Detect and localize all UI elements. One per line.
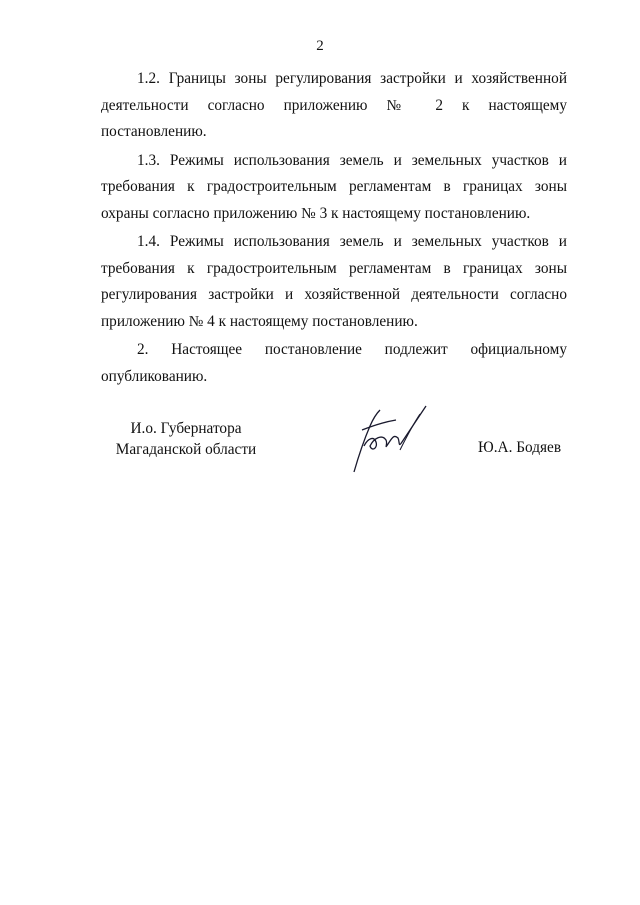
signer-position-line-2: Магаданской области — [115, 441, 257, 458]
paragraph-text: Границы зоны регулирования застройки и хозяйственной деятельности согласно приложению № 2 к настоящему постановлению. — [101, 70, 568, 140]
paragraph-number: 1.2. — [137, 70, 160, 87]
handwritten-signature — [340, 400, 440, 480]
signer-name: Ю.А. Бодяев — [478, 439, 562, 456]
paragraph-1-3 — [101, 148, 567, 228]
paragraph-1-4 — [101, 229, 567, 335]
document-body — [101, 66, 567, 392]
paragraph-number: 1.3. — [137, 151, 160, 169]
paragraph-number: 1.4. — [137, 233, 160, 250]
paragraph-number: 2. — [137, 341, 149, 358]
paragraph-text: Режимы использования земель и земельных участков и требования к градостроительным регламентам в границах зоны охраны согласно приложению № 3 к настоящему постановлению. — [101, 151, 567, 222]
paragraph-1-2 — [101, 66, 567, 146]
signer-position — [101, 418, 271, 460]
paragraph-text: Режимы использования земель и земельных участков и требования к градостроительным регламентам в границах зоны регулирования застройки и хозяйственной деятельности согласно приложению № 4 к настоящему постановлению. — [101, 233, 567, 330]
signer-position-line-1: И.о. Губернатора — [130, 420, 242, 437]
paragraph-text: Настоящее постановление подлежит официальному опубликованию. — [101, 341, 567, 385]
paragraph-2 — [101, 337, 567, 390]
page-number: 2 — [316, 38, 324, 54]
